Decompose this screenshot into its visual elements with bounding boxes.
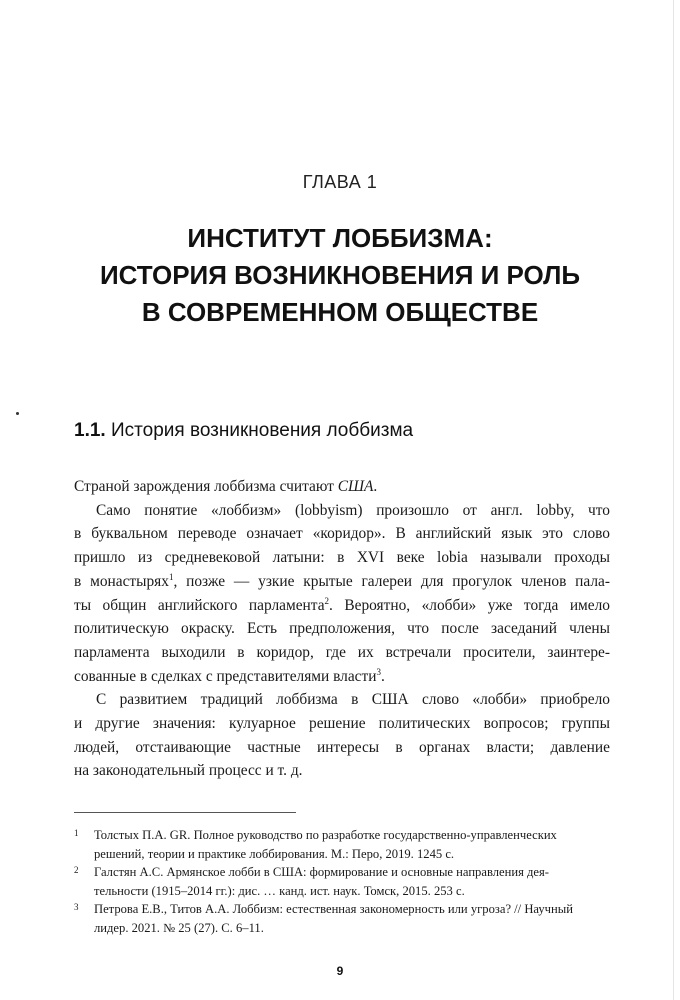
footnote-divider [74, 812, 296, 813]
footnote [74, 863, 610, 900]
chapter-title-line: ИСТОРИЯ ВОЗНИКНОВЕНИЯ И РОЛЬ [99, 260, 581, 290]
footnote-number: 3 [74, 902, 79, 913]
page-number: 9 [336, 964, 344, 978]
text-line: политическую окраску. Есть предположения, что после заседаний члены [74, 620, 610, 638]
paragraph [74, 688, 610, 783]
text-line: на законодательный процесс и т. д. [74, 762, 303, 780]
chapter-title-line: ИНСТИТУТ ЛОББИЗМА: [187, 223, 493, 253]
footnote-ref: 2 [324, 595, 330, 606]
footnote-text: лидер. 2021. № 25 (27). С. 6–11. [94, 920, 264, 935]
text-line: С развитием традиций лоббизма в США слово «лобби» приобрело [96, 691, 610, 709]
footnote [74, 900, 610, 937]
footnote-text: Петрова Е.В., Титов А.А. Лоббизм: естественная закономерность или угроза? // Научный [94, 902, 573, 917]
chapter-title-line: В СОВРЕМЕННОМ ОБЩЕСТВЕ [141, 297, 539, 327]
footnote-text: решений, теории и практике лоббирования. М.: Перо, 2019. 1245 с. [94, 846, 455, 861]
text-line: парламента выходили в коридор, где их встречали просители, заинтере- [74, 643, 610, 661]
footnote-ref: 3 [376, 666, 381, 677]
text-line: ты общин английского парламента$^2$. Вероятно, «лобби» уже тогда имело [74, 595, 610, 614]
footnote-number: 2 [74, 865, 79, 876]
text-line: и другие значения: кулуарное решение политических вопросов; группы [74, 715, 610, 733]
chapter-title [40, 220, 640, 331]
paragraph [74, 475, 610, 499]
chapter-label: ГЛАВА 1 [302, 172, 378, 192]
footnote [74, 826, 610, 863]
footnote-ref: 1 [168, 571, 174, 582]
text-line: сованные в сделках с представителями власти$^3$. [74, 666, 385, 685]
text-line: людей, отстаивающие частные интересы в органах власти; давление [74, 738, 610, 756]
section-heading [74, 420, 413, 442]
paragraph [74, 499, 610, 689]
text-line: в монастырях$^1$, позже — узкие крытые галереи для прогулок членов пала- [74, 571, 610, 590]
scan-speck [16, 412, 19, 415]
footnote-text: тельности (1915–2014 гг.): дис. … канд. ист. наук. Томск, 2015. 253 с. [94, 883, 465, 898]
footnote-number: 1 [74, 828, 79, 838]
footnotes [74, 826, 610, 938]
text-line: Само понятие «лоббизм» (lobbyism) произошло от англ. lobby, что [96, 501, 610, 519]
section-title: История возникновения лоббизма [110, 420, 414, 441]
section-number: 1.1. [74, 420, 106, 441]
text-line: пришло из средневековой латыни: в XVI веке lobia называли проходы [74, 549, 610, 567]
text-line: Страной зарождения лоббизма считают США. [74, 478, 378, 495]
body-text [74, 475, 610, 783]
footnote-text: Галстян А.С. Армянское лобби в США: формирование и основные направления дея- [94, 865, 549, 880]
scan-edge-line [673, 0, 674, 1000]
footnote-text: Толстых П.А. GR. Полное руководство по разработке государственно-управленческих [94, 828, 557, 842]
text-line: в буквальном переводе означает «коридор». В английский язык это слово [74, 525, 610, 543]
